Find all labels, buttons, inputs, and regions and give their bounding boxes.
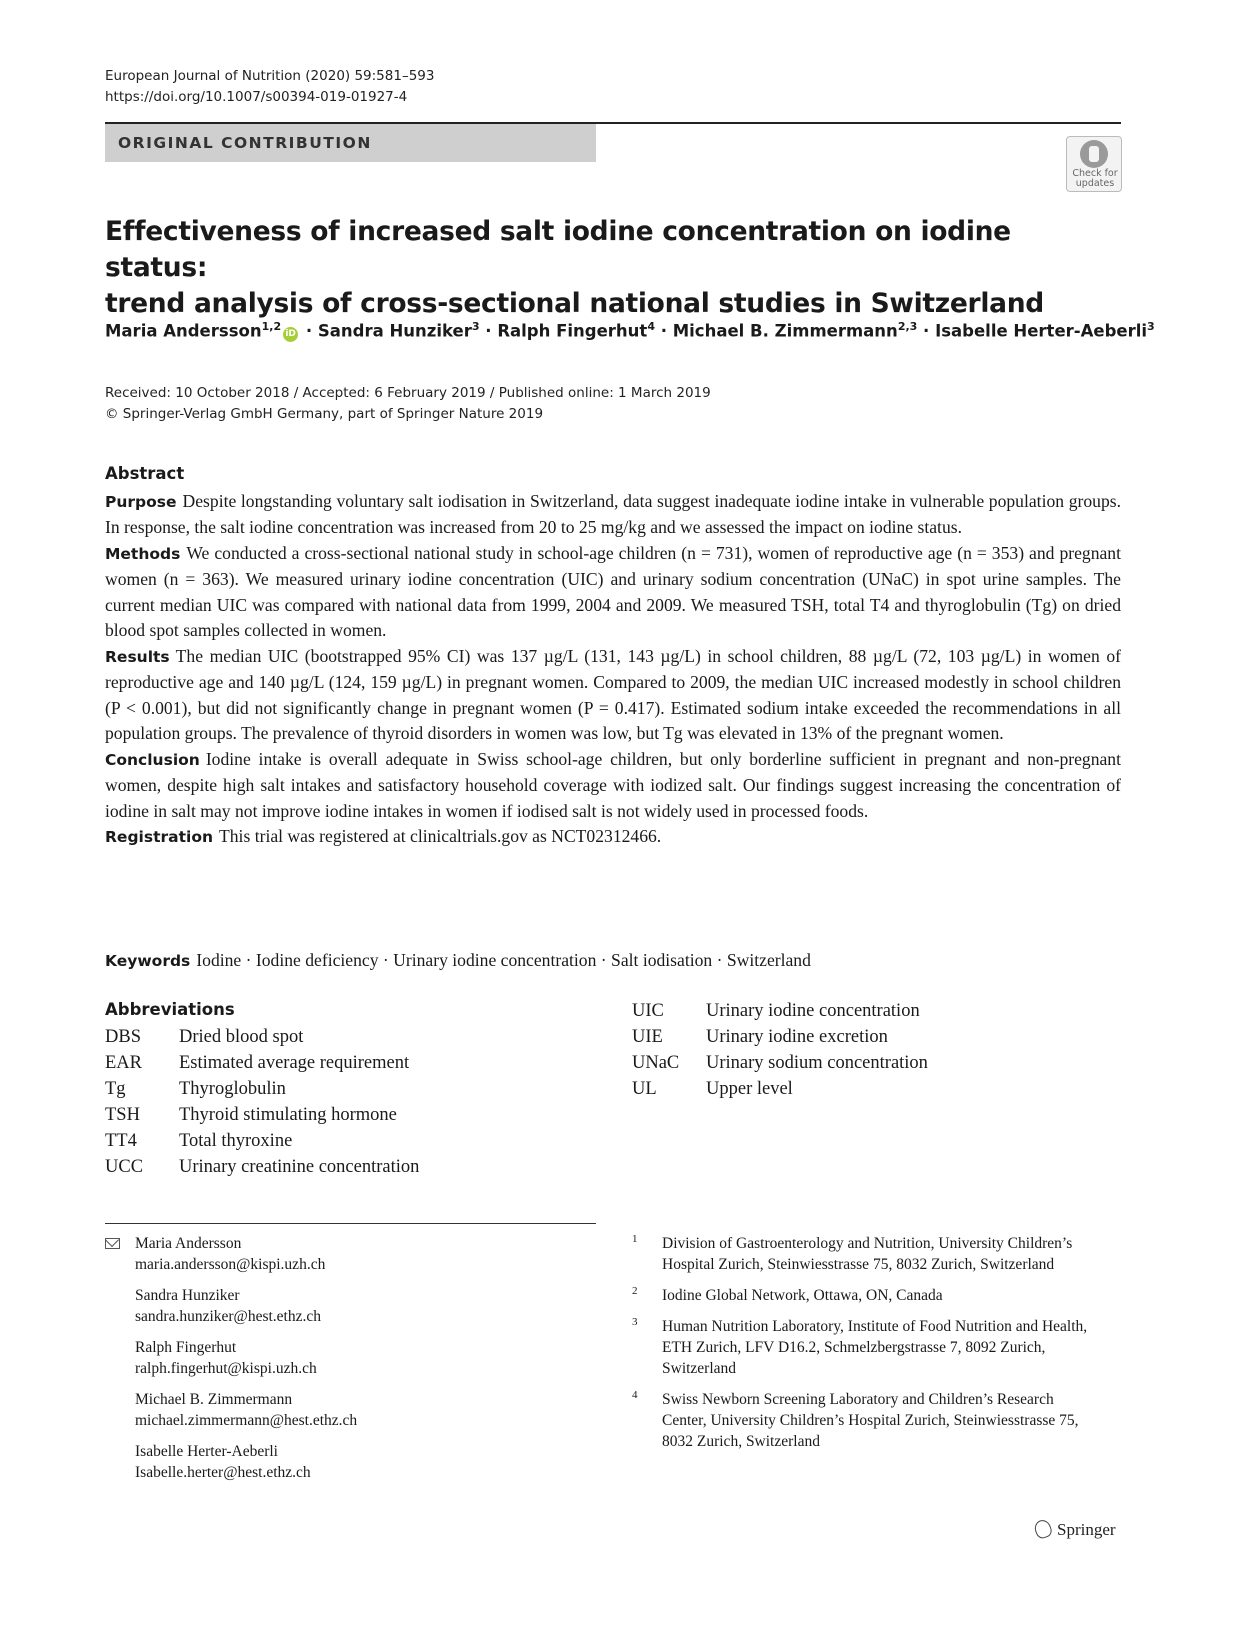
affiliations (632, 1233, 1102, 1462)
contact-email[interactable]: ralph.fingerhut@kispi.uzh.ch (135, 1360, 317, 1377)
publication-dates (105, 383, 711, 425)
abbreviation: UL (632, 1079, 657, 1099)
check-updates-icon (1080, 140, 1108, 168)
author-affiliation: 1,2 (261, 320, 282, 333)
abbreviation-row (105, 1102, 419, 1128)
publisher-name: Springer (1057, 1520, 1116, 1539)
author-name: Michael B. Zimmermann (672, 321, 898, 341)
author-name: Maria Andersson (105, 321, 262, 341)
abstract-text: This trial was registered at clinicaltrials.gov as NCT02312466. (219, 826, 662, 846)
abbreviation-full: Upper level (706, 1079, 793, 1099)
abbreviations-left (105, 1024, 419, 1180)
author-affiliation: 2,3 (897, 320, 918, 333)
affiliation-text: Iodine Global Network, Ottawa, ON, Canada (662, 1287, 943, 1304)
contact-email[interactable]: michael.zimmermann@hest.ethz.ch (135, 1412, 358, 1429)
author-name: Ralph Fingerhut (497, 321, 648, 341)
abbreviations-right (632, 998, 928, 1102)
abbreviation-row (632, 998, 928, 1024)
footnote-rule (105, 1223, 596, 1224)
contact-entry (135, 1337, 357, 1379)
abbreviation: TSH (105, 1105, 140, 1125)
abstract-label: Conclusion (105, 750, 200, 769)
abbreviation: UIC (632, 1001, 664, 1021)
doi-link[interactable]: https://doi.org/10.1007/s00394-019-01927-4 (105, 89, 408, 105)
author-affiliation: 4 (647, 320, 655, 333)
title-line-1: Effectiveness of increased salt iodine concentration on iodine status: (105, 216, 1011, 283)
journal-line: European Journal of Nutrition (2020) 59:581–593 (105, 68, 435, 84)
author-list (105, 320, 1155, 342)
contact-name: Isabelle Herter-Aeberli (135, 1443, 278, 1460)
abstract-methods (105, 541, 1121, 644)
abstract-text: Iodine intake is overall adequate in Swiss school-age children, but only borderline sufficient in pregnant and non-pregnant women, despite high salt intakes and satisfactory household coverage with iodized salt. Our findings suggest increasing the concentration of iodine in salt may not improve iodine intakes in women if iodised salt is not widely used in processed foods. (105, 748, 1121, 821)
abbreviation-row (632, 1050, 928, 1076)
copyright-line: © Springer-Verlag GmbH Germany, part of Springer Nature 2019 (105, 406, 544, 422)
abstract-purpose (105, 489, 1121, 541)
abbreviation: UNaC (632, 1053, 680, 1073)
abbreviation-full: Dried blood spot (179, 1027, 304, 1047)
check-for-updates-badge[interactable] (1066, 136, 1122, 192)
abbreviation-full: Urinary iodine excretion (706, 1027, 888, 1047)
contact-email[interactable]: maria.andersson@kispi.uzh.ch (135, 1256, 326, 1273)
contact-entry (135, 1441, 357, 1483)
abstract-heading: Abstract (105, 464, 185, 483)
abbreviation-row (105, 1024, 419, 1050)
abbreviation-row (632, 1024, 928, 1050)
orcid-icon[interactable]: iD (283, 327, 298, 342)
contact-email[interactable]: Isabelle.herter@hest.ethz.ch (135, 1464, 311, 1481)
contact-name: Ralph Fingerhut (135, 1339, 237, 1356)
article-title (105, 214, 1115, 322)
journal-citation (105, 66, 434, 108)
publisher-logo (1035, 1520, 1116, 1540)
abbreviation-row (105, 1154, 419, 1180)
abbreviation-full: Thyroglobulin (179, 1079, 286, 1099)
abbreviation: DBS (105, 1027, 141, 1047)
abbreviation-row (105, 1050, 419, 1076)
abbreviation: UIE (632, 1027, 663, 1047)
abbreviation-full: Urinary iodine concentration (706, 1001, 920, 1021)
author-affiliation: 3 (1147, 320, 1155, 333)
abstract-label: Methods (105, 544, 181, 563)
affiliation-text: Human Nutrition Laboratory, Institute of Food Nutrition and Health, ETH Zurich, LFV D16.2, Schmelzbergstrasse 7, 8092 Zurich, Switzerland (662, 1318, 1088, 1377)
affiliation-number: 3 (632, 1316, 638, 1328)
section-label: ORIGINAL CONTRIBUTION (118, 134, 372, 152)
abbreviation-row (105, 1128, 419, 1154)
affiliation-number: 1 (632, 1233, 638, 1245)
abstract-label: Registration (105, 828, 214, 846)
abbreviation-full: Estimated average requirement (179, 1053, 410, 1073)
affiliation-entry (632, 1285, 1102, 1306)
abbreviation: UCC (105, 1157, 144, 1177)
affiliation-entry (632, 1233, 1102, 1275)
abstract-text: Despite longstanding voluntary salt iodisation in Switzerland, data suggest inadequate iodine intake in vulnerable population groups. In response, the salt iodine concentration was increased from 20 to 25 mg/kg and we assessed the impact on iodine status. (105, 490, 1121, 537)
envelope-icon (105, 1238, 120, 1249)
abbreviation-full: Urinary creatinine concentration (179, 1157, 420, 1177)
keywords-text: Iodine · Iodine deficiency · Urinary iodine concentration · Salt iodisation · Switzerland (196, 950, 811, 970)
abbreviation: EAR (105, 1053, 142, 1073)
author-separator: · (300, 321, 318, 341)
abbreviation-full: Thyroid stimulating hormone (179, 1105, 397, 1125)
springer-horse-icon (1032, 1518, 1053, 1540)
abbreviation-row (632, 1076, 928, 1102)
abbreviation-row (105, 1076, 419, 1102)
dates-line: Received: 10 October 2018 / Accepted: 6 February 2019 / Published online: 1 March 2019 (105, 385, 711, 401)
affiliation-number: 4 (632, 1389, 638, 1401)
title-line-2: trend analysis of cross-sectional national studies in Switzerland (105, 288, 1044, 319)
abstract-text: The median UIC (bootstrapped 95% CI) was 137 µg/L (131, 143 µg/L) in school children, 88 µg/L (72, 103 µg/L) in women of reproductive age and 140 µg/L (124, 159 µg/L) in pregnant women. Compared to 2009, the median UIC increased modestly in school children (P < 0.001), but did not significantly change in pregnant women (P = 0.417). Estimated sodium intake exceeded the recommendations in all population groups. The prevalence of thyroid disorders in women was low, but Tg was elevated in 13% of the pregnant women. (105, 645, 1121, 743)
abstract-label: Results (105, 647, 170, 666)
author-separator: · (654, 321, 673, 341)
contact-name: Michael B. Zimmermann (135, 1391, 293, 1408)
author-name: Isabelle Herter-Aeberli (935, 321, 1148, 341)
author-separator: · (917, 321, 936, 341)
abbreviations-heading: Abbreviations (105, 1000, 235, 1019)
contact-name: Maria Andersson (135, 1235, 242, 1252)
abstract (105, 461, 1121, 851)
author-separator: · (479, 321, 498, 341)
corresponding-contacts (105, 1233, 357, 1493)
abbreviation: TT4 (105, 1131, 137, 1151)
abstract-label: Purpose (105, 492, 177, 511)
abstract-text: We conducted a cross-sectional national study in school-age children (n = 731), women of reproductive age (n = 353) and pregnant women (n = 363). We measured urinary iodine concentration (UIC) and urinary sodium concentration (UNaC) in spot urine samples. The current median UIC was compared with national data from 1999, 2004 and 2009. We measured TSH, total T4 and thyroglobulin (Tg) on dried blood spot samples collected in women. (105, 542, 1121, 640)
abstract-registration (105, 824, 1121, 851)
keywords-label: Keywords (105, 952, 191, 970)
contact-entry (135, 1389, 357, 1431)
check-updates-label: Check for updates (1072, 168, 1118, 189)
author-name: Sandra Hunziker (317, 321, 472, 341)
abbreviation-full: Total thyroxine (179, 1131, 293, 1151)
contact-name: Sandra Hunziker (135, 1287, 240, 1304)
contact-entry (135, 1285, 357, 1327)
abstract-results (105, 644, 1121, 747)
keywords (105, 950, 811, 971)
author-affiliation: 3 (471, 320, 480, 333)
affiliation-entry (632, 1316, 1102, 1379)
affiliation-number: 2 (632, 1285, 638, 1297)
contact-email[interactable]: sandra.hunziker@hest.ethz.ch (135, 1308, 321, 1325)
contact-entry (135, 1233, 357, 1275)
abbreviation-full: Urinary sodium concentration (706, 1053, 928, 1073)
affiliation-text: Swiss Newborn Screening Laboratory and Children’s Research Center, University Children’s Hospital Zurich, Steinwiesstrasse 75, 8032 Zurich, Switzerland (662, 1391, 1079, 1450)
section-banner (105, 124, 596, 162)
abstract-conclusion (105, 747, 1121, 825)
affiliation-text: Division of Gastroenterology and Nutrition, University Children’s Hospital Zurich, Steinwiesstrasse 75, 8032 Zurich, Switzerland (662, 1235, 1073, 1273)
abbreviation: Tg (105, 1079, 126, 1099)
affiliation-entry (632, 1389, 1102, 1452)
